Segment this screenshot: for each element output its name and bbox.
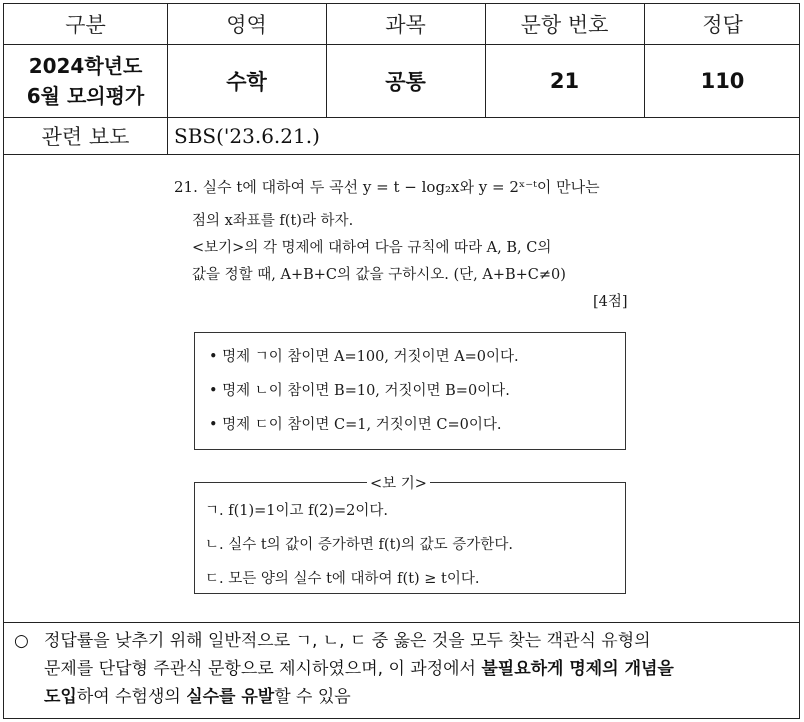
header-subject: 과목: [385, 13, 426, 37]
question-line-1: 21. 실수 t에 대하여 두 곡선 y = t − log₂x와 y = 2ˣ⁻ᵗ이 만나는: [174, 178, 600, 196]
category-line1: 2024학년도: [28, 53, 143, 78]
note-emphasis-2: 도입: [44, 687, 77, 707]
bogi-title: <보 기>: [367, 472, 430, 493]
rule-a: • 명제 ㄱ이 참이면 A=100, 거짓이면 A=0이다.: [209, 349, 519, 365]
header-number: 문항 번호: [520, 13, 609, 37]
header-answer: 정답: [702, 13, 743, 37]
bogi-item-1: ㄱ. f(1)=1이고 f(2)=2이다.: [205, 503, 389, 519]
note-emphasis-1: 불필요하게 명제의 개념을: [481, 659, 674, 679]
area-cell: 수학: [226, 69, 267, 94]
bogi-item-2: ㄴ. 실수 t의 값이 증가하면 f(t)의 값도 증가한다.: [205, 537, 513, 553]
note-bullet: ○: [14, 631, 29, 651]
rule-b: • 명제 ㄴ이 참이면 B=10, 거짓이면 B=0이다.: [209, 383, 510, 399]
note-line-1: 정답률을 낮추기 위해 일반적으로 ㄱ, ㄴ, ㄷ 중 옳은 것을 모두 찾는 객관식 유형의: [44, 631, 651, 651]
bogi-box: [194, 476, 626, 594]
points-label: [4점]: [593, 294, 628, 310]
note-emphasis-3: 실수를 유발: [186, 687, 275, 707]
header-area: 영역: [226, 13, 267, 37]
rules-box: [194, 332, 626, 450]
document-table: [3, 3, 800, 719]
note-line-2: [44, 655, 785, 683]
note-line-3-text: 하여 수험생의: [76, 687, 187, 707]
note-line-3-end: 할 수 있음: [274, 687, 351, 707]
bogi-item-3: ㄷ. 모든 양의 실수 t에 대하여 f(t) ≥ t이다.: [205, 571, 480, 587]
question-line-3: <보기>의 각 명제에 대하여 다음 규칙에 따라 A, B, C의: [192, 240, 552, 256]
header-category: 구분: [65, 13, 106, 37]
related-label: 관련 보도: [41, 124, 130, 149]
question-line-2: 점의 x좌표를 f(t)라 하자.: [192, 213, 354, 229]
question-line-4: 값을 정할 때, A+B+C의 값을 구하시오. (단, A+B+C≠0): [192, 267, 566, 283]
category-cell: [4, 44, 167, 117]
note-line-2-text: 문제를 단답형 주관식 문항으로 제시하였으며, 이 과정에서: [44, 659, 482, 679]
related-value: SBS('23.6.21.): [174, 123, 320, 148]
rule-c: • 명제 ㄷ이 참이면 C=1, 거짓이면 C=0이다.: [209, 417, 502, 433]
note-line-3: [44, 683, 785, 711]
category-line2: 6월 모의평가: [26, 83, 145, 108]
number-cell: 21: [549, 68, 580, 93]
subject-cell: 공통: [385, 69, 426, 94]
answer-cell: 110: [700, 68, 745, 93]
